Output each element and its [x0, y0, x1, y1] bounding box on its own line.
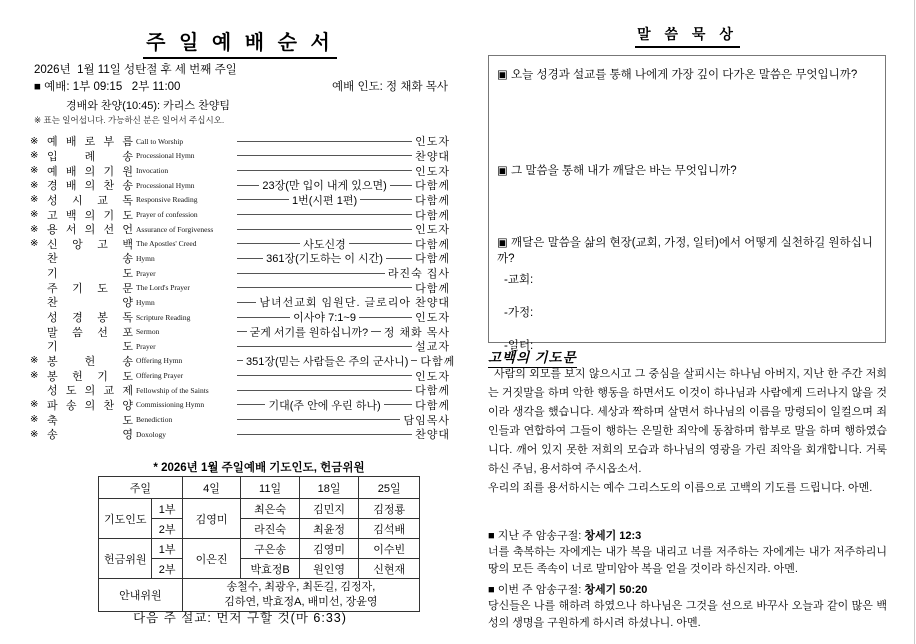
- offering-label: 헌금위원: [99, 539, 152, 579]
- usher-names-line2: 김하연, 박효정A, 배미선, 장윤영: [224, 596, 378, 608]
- leader-line: [237, 404, 265, 405]
- item-name-english: Call to Worship: [136, 136, 184, 146]
- this-week-verse-text: 당신들은 나를 해하려 하였으나 하나님은 그것을 선으로 바꾸사 오늘과 같이 많은 백성의 생명을 구원하게 하시려 하셨나니. 아멘.: [488, 600, 887, 629]
- offering-week1-name: 이은진: [182, 539, 241, 579]
- this-week-verse-label: ■ 이번 주 암송구절:: [488, 584, 585, 596]
- worship-row: [30, 398, 450, 413]
- item-assignee: 찬양대: [415, 150, 450, 163]
- item-name-korean: 경 배 의 찬 송: [47, 180, 133, 193]
- item-name-korean: 찬 양: [47, 297, 133, 310]
- item-assignee: 다함께: [415, 238, 450, 251]
- next-week-sermon: 다음 주 설교: 먼저 구할 것(마 6:33): [133, 611, 347, 625]
- worship-row: [30, 427, 450, 442]
- meditation-question-3: ▣ 깨달은 말씀을 삶의 현장(교회, 가정, 일터)에서 어떻게 실천하길 원하십니까?: [497, 237, 873, 265]
- leader-line: [237, 243, 300, 244]
- worship-row: [30, 149, 450, 164]
- meditation-box: [488, 55, 886, 352]
- header-day11: 11일: [241, 477, 300, 499]
- leader-line: [349, 243, 412, 244]
- page-title: 주 일 예 배 순 서: [143, 26, 337, 59]
- worship-row: [30, 163, 450, 178]
- worship-row: [30, 178, 450, 193]
- worship-row: [30, 251, 450, 266]
- item-name-english: Prayer: [136, 341, 156, 351]
- item-name-english: Processional Hymn: [136, 151, 195, 161]
- table-cell: 구은송: [241, 539, 300, 559]
- item-detail: 기대(주 안에 우린 하나): [268, 399, 381, 412]
- worship-row: [30, 310, 450, 325]
- worship-row: [30, 295, 450, 310]
- item-name-korean: 신 앙 고 백: [47, 238, 133, 251]
- item-name-english: The Lord's Prayer: [136, 283, 190, 293]
- item-name-english: Sermon: [136, 327, 160, 337]
- item-assignee: 설교자: [415, 341, 450, 354]
- right-title-wrap: [488, 24, 887, 48]
- worship-order-list: [30, 134, 456, 442]
- item-assignee: 다함께: [415, 399, 450, 412]
- meditation-sub-church: -교회:: [504, 274, 534, 286]
- item-detail: 1번(시편 1편): [292, 194, 358, 207]
- item-name-english: Assurance of Forgiveness: [136, 224, 214, 234]
- item-name-english: Scripture Reading: [136, 312, 191, 322]
- item-name-korean: 기 도: [47, 268, 133, 281]
- table-cell: 김석배: [359, 519, 420, 539]
- item-name-korean: 주 기 도 문: [47, 282, 133, 295]
- leader-line: [237, 317, 290, 318]
- leader-line: [237, 287, 412, 288]
- usher-names: [182, 579, 419, 612]
- confession-prayer: [488, 365, 887, 498]
- service-times-row: [34, 78, 448, 94]
- worship-row: [30, 383, 450, 398]
- meditation-sub-home: -가정:: [504, 307, 534, 319]
- prayer-leader-row-1: [99, 499, 420, 519]
- item-name-korean: 축 도: [47, 414, 133, 427]
- confession-title: 고백의 기도문: [488, 346, 577, 368]
- item-assignee: 찬양대: [415, 429, 450, 442]
- table-cell: 라진숙: [241, 519, 300, 539]
- item-name-korean: 송 영: [47, 429, 133, 442]
- item-assignee: 인도자: [415, 165, 450, 178]
- worship-row: [30, 236, 450, 251]
- stand-marker: ※: [30, 135, 39, 147]
- item-assignee: 다함께: [415, 194, 451, 207]
- table-cell: 이수빈: [359, 539, 420, 559]
- table-cell: 신현재: [359, 559, 420, 579]
- part2-label: 2부: [152, 519, 182, 539]
- leader-line: [237, 360, 243, 361]
- table-cell: 김영미: [299, 539, 359, 559]
- item-assignee: 담임목사: [403, 414, 450, 427]
- memory-verses: [488, 527, 887, 635]
- item-name-korean: 용 서 의 선 언: [47, 224, 133, 237]
- item-assignee: 라진숙 집사: [387, 268, 450, 281]
- item-detail: 361장(기도하는 이 시간): [266, 253, 383, 266]
- meditation-question-1: ▣ 오늘 성경과 설교를 통해 나에게 가장 깊이 다가온 말씀은 무엇입니까?: [497, 69, 858, 81]
- worship-row: [30, 266, 450, 281]
- stand-marker: ※: [30, 194, 39, 206]
- item-assignee: 인도자: [415, 312, 451, 325]
- item-name-korean: 봉 헌 송: [47, 355, 133, 368]
- leader-line: [237, 419, 400, 420]
- leader-line: [371, 331, 381, 332]
- leader-line: [237, 273, 385, 274]
- stand-marker: ※: [30, 238, 39, 250]
- header-sunday: 주일: [99, 477, 183, 499]
- item-name-english: Benediction: [136, 414, 173, 424]
- item-assignee: 정 채화 목사: [383, 326, 450, 339]
- worship-row: [30, 280, 450, 295]
- item-name-korean: 기 도: [47, 341, 133, 354]
- leader-line: [237, 155, 412, 156]
- last-week-verse-ref: 창세기 12:3: [584, 530, 642, 542]
- item-assignee: 다함께: [420, 355, 456, 368]
- last-week-verse-heading: [488, 527, 887, 543]
- duty-table: [98, 476, 420, 612]
- item-assignee: 인도자: [415, 370, 450, 383]
- usher-label: 안내위원: [99, 579, 183, 612]
- leader-line: [237, 170, 412, 171]
- item-assignee: 남녀선교회 임원단. 글로리아 찬양대: [259, 297, 450, 310]
- stand-marker: ※: [30, 428, 39, 440]
- header-day18: 18일: [299, 477, 359, 499]
- item-name-english: Commissioning Hymn: [136, 400, 205, 410]
- table-cell: 최은숙: [241, 499, 300, 519]
- worship-row: [30, 354, 456, 369]
- stand-marker: ※: [30, 223, 39, 235]
- worship-order-column: [30, 20, 456, 640]
- standing-note: ※ 표는 일어섭니다. 가능하신 분은 일어서 주십시오.: [34, 115, 225, 125]
- leader-line: [237, 375, 412, 376]
- item-detail: 사도신경: [303, 238, 346, 251]
- leader-line: [237, 199, 289, 200]
- item-detail: 이사야 7:1~9: [293, 312, 356, 325]
- worship-row: [30, 207, 450, 222]
- part1-label: 1부: [152, 499, 182, 519]
- leader-line: [359, 317, 412, 318]
- last-week-verse-label: ■ 지난 주 암송구절:: [488, 530, 585, 542]
- table-cell: 김민지: [299, 499, 359, 519]
- usher-names-line1: 송철수, 최광우, 최돈길, 김정자,: [226, 581, 376, 593]
- item-name-korean: 예 배 의 기 원: [47, 165, 133, 178]
- worship-row: [30, 134, 450, 149]
- service-times: ■ 예배: 1부 09:15 2부 11:00: [34, 81, 181, 93]
- item-name-english: Responsive Reading: [136, 195, 198, 205]
- leader-line: [384, 404, 412, 405]
- header-day4: 4일: [182, 477, 241, 499]
- item-name-korean: 찬 송: [47, 253, 133, 266]
- stand-marker: ※: [30, 150, 39, 162]
- meditation-sub-work: -일터:: [504, 340, 534, 352]
- item-name-korean: 입 례 송: [47, 150, 133, 163]
- confession-paragraph-1: 사람의 외모를 보지 않으시고 그 중심을 살피시는 하나님 아버지, 지난 한 주간 저희는 거짓말을 하며 악한 행동을 하면서도 이것이 하나님과 사람에게 드러나지 않을 것이라 생각을 했습니다. 세상과 짝하며 살면서 하나님의 이름을 망령되이 일컬으며 죄인들과 연합하여 그들이 행하는 은밀한 죄악에 동참하며 함부로 말을 하며 행하였습니다. 깨어 있지 못한 저희의 모습과 하나님의 영광을 가린 죄악을 회개합니다. 거룩하신 주님, 용서하여 주시옵소서.: [488, 368, 887, 475]
- item-name-english: Prayer: [136, 268, 156, 278]
- stand-marker: ※: [30, 370, 39, 382]
- leader-line: [237, 302, 256, 303]
- stand-marker: ※: [30, 165, 39, 177]
- service-date: 2026년 1월 11일 성탄절 후 세 번째 주일: [34, 64, 237, 76]
- item-name-english: Offering Hymn: [136, 356, 183, 366]
- meditation-title: 말 씀 묵 상: [635, 24, 740, 48]
- worship-row: [30, 339, 450, 354]
- leader-line: [237, 346, 412, 347]
- item-name-english: Prayer of confession: [136, 210, 198, 220]
- last-week-verse-text: 너를 축복하는 자에게는 내가 복을 내리고 너를 저주하는 자에게는 내가 저주하리니 땅의 모든 족속이 너로 말미암아 복을 얻을 것이라 하신지라. 아멘.: [488, 546, 887, 575]
- usher-row: [99, 579, 420, 612]
- leader-line: [360, 199, 412, 200]
- stand-marker: ※: [30, 413, 39, 425]
- item-detail: 351장(믿는 사람들은 주의 군사니): [246, 355, 409, 368]
- stand-marker: ※: [30, 209, 39, 221]
- item-name-english: Doxology: [136, 429, 166, 439]
- table-cell: 박효정B: [241, 559, 300, 579]
- leader-line: [237, 229, 412, 230]
- part2-label: 2부: [152, 559, 182, 579]
- leader-line: [237, 185, 259, 186]
- confession-paragraph-2: 우리의 죄를 용서하시는 예수 그리스도의 이름으로 고백의 기도를 드립니다. 아멘.: [488, 482, 873, 494]
- table-cell: 원인영: [299, 559, 359, 579]
- offering-row-1: [99, 539, 420, 559]
- item-name-korean: 성 경 봉 독: [47, 312, 133, 325]
- header-day25: 25일: [359, 477, 420, 499]
- prayer-leader-label: 기도인도: [99, 499, 152, 539]
- item-name-english: Offering Prayer: [136, 371, 184, 381]
- item-name-english: Processional Hymn: [136, 180, 195, 190]
- item-name-korean: 말 씀 선 포: [47, 326, 133, 339]
- item-name-english: Fellowship of the Saints: [136, 385, 209, 395]
- worship-row: [30, 193, 450, 208]
- praise-team-line: 경배와 찬양(10:45): 카리스 찬양팀: [66, 100, 230, 112]
- part1-label: 1부: [152, 539, 182, 559]
- worship-row: [30, 368, 450, 383]
- leader-line: [411, 360, 417, 361]
- item-assignee: 다함께: [415, 209, 450, 222]
- duty-table-header-row: [99, 477, 420, 499]
- service-leader: 예배 인도: 정 채화 목사: [332, 81, 448, 93]
- leader-line: [386, 258, 412, 259]
- item-name-english: The Apostles' Creed: [136, 239, 197, 249]
- item-detail: 굳게 서기를 원하십니까?: [249, 326, 369, 339]
- item-assignee: 인도자: [415, 224, 450, 237]
- leader-line: [237, 434, 412, 435]
- meditation-question-2: ▣ 그 말씀을 통해 내가 깨달은 바는 무엇입니까?: [497, 165, 737, 177]
- item-assignee: 다함께: [415, 282, 450, 295]
- item-name-korean: 봉 헌 기 도: [47, 370, 133, 383]
- item-name-korean: 성 시 교 독: [47, 194, 133, 207]
- meditation-column: [488, 20, 887, 640]
- stand-marker: ※: [30, 179, 39, 191]
- item-name-korean: 파 송 의 찬 양: [47, 399, 133, 412]
- leader-line: [237, 141, 412, 142]
- duty-table-title: * 2026년 1월 주일예배 기도인도, 헌금위원: [153, 462, 365, 474]
- item-assignee: 인도자: [415, 136, 450, 149]
- page-edge-line: [914, 0, 915, 644]
- stand-marker: ※: [30, 399, 39, 411]
- stand-marker: ※: [30, 355, 39, 367]
- item-name-english: Invocation: [136, 166, 169, 176]
- leader-line: [237, 390, 412, 391]
- worship-row: [30, 412, 450, 427]
- leader-line: [237, 331, 247, 332]
- item-assignee: 다함께: [415, 180, 451, 193]
- this-week-verse-heading: [488, 581, 887, 597]
- item-name-english: Hymn: [136, 297, 155, 307]
- left-title-wrap: [30, 26, 450, 59]
- item-assignee: 다함께: [415, 385, 450, 398]
- this-week-verse-ref: 창세기 50:20: [584, 584, 648, 596]
- item-name-korean: 예 배 로 부 름: [47, 136, 133, 149]
- worship-row: [30, 222, 450, 237]
- table-cell: 김정룡: [359, 499, 420, 519]
- leader-line: [237, 258, 263, 259]
- item-name-english: Hymn: [136, 253, 155, 263]
- leader-line: [390, 185, 412, 186]
- item-detail: 23장(만 입이 내게 있으면): [262, 180, 387, 193]
- item-assignee: 다함께: [415, 253, 451, 266]
- leader-line: [237, 214, 412, 215]
- worship-row: [30, 324, 450, 339]
- item-name-korean: 성 도 의 교 제: [47, 385, 133, 398]
- table-cell: 최윤정: [299, 519, 359, 539]
- prayer-week1-name: 김영미: [182, 499, 241, 539]
- item-name-korean: 고 백 의 기 도: [47, 209, 133, 222]
